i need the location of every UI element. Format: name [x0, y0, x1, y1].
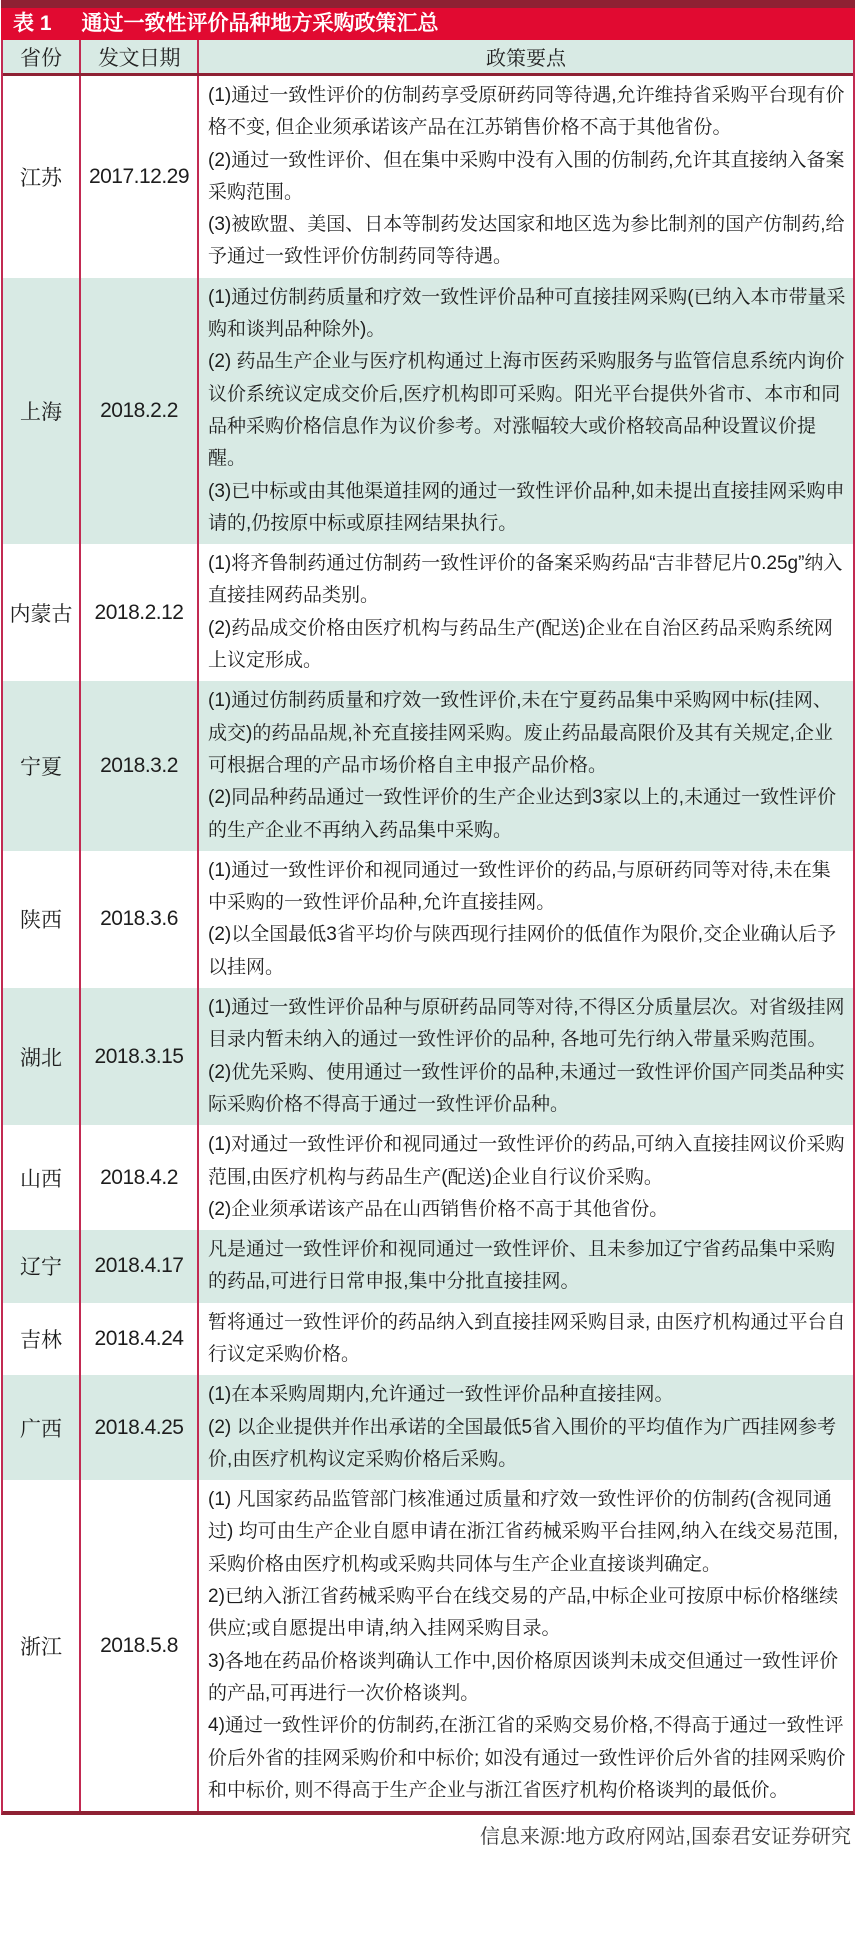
policy-points-cell: [199, 1375, 853, 1480]
policy-point: (2)企业须承诺该产品在山西销售价格不高于其他省份。: [208, 1198, 669, 1220]
date-cell: 2018.4.17: [79, 1230, 199, 1303]
policy-point: (1)通过一致性评价和视同通过一致性评价的药品,与原研药同等对待,未在集中采购的一致性评价品种,允许直接挂网。: [208, 859, 831, 914]
province-row: [3, 851, 853, 988]
province-row: [3, 544, 853, 681]
date-cell: 2018.3.6: [79, 851, 199, 988]
policy-points-cell: [199, 1480, 853, 1811]
top-accent-strip: [1, 0, 855, 8]
policy-points-cell: [199, 1230, 853, 1303]
policy-point: (2)以全国最低3省平均价与陕西现行挂网价的低值作为限价,交企业确认后予以挂网。: [208, 924, 837, 978]
policy-point: (2)通过一致性评价、但在集中采购中没有入围的仿制药,允许其直接纳入备案采购范围。: [208, 149, 845, 203]
province-row: [3, 1230, 853, 1303]
province-cell: 辽宁: [20, 1256, 62, 1280]
date-cell: 2018.4.25: [79, 1375, 199, 1480]
policy-point: (1)将齐鲁制药通过仿制药一致性评价的备案采购药品“吉非替尼片0.25g”纳入直接挂网药品类别。: [208, 553, 843, 607]
date-cell: 2018.2.2: [79, 278, 199, 544]
policy-point: 4)通过一致性评价的仿制药,在浙江省的采购交易价格,不得高于通过一致性评价后外省的挂网采购价和中标价; 如没有通过一致性评价后外省的挂网采购价和中标价, 则不得高于生产企业与浙江省医疗机构价格谈判的最低价。: [208, 1715, 846, 1801]
header-province: 省份: [20, 46, 62, 70]
province-row: [3, 76, 853, 278]
date-cell: 2018.4.24: [79, 1303, 199, 1376]
province-row: [3, 1480, 853, 1811]
policy-point: 凡是通过一致性评价和视同通过一致性评价、且未参加辽宁省药品集中采购的药品,可进行日常申报,集中分批直接挂网。: [208, 1239, 836, 1293]
policy-point: 2)已纳入浙江省药械采购平台在线交易的产品,中标企业可按原中标价格继续供应;或自愿提出申请,纳入挂网采购目录。: [208, 1586, 839, 1640]
date-cell: 2018.2.12: [79, 544, 199, 681]
policy-point: (1)在本采购周期内,允许通过一致性评价品种直接挂网。: [208, 1384, 674, 1406]
province-cell: 山西: [20, 1167, 62, 1191]
province-row: [3, 1303, 853, 1376]
province-cell: 内蒙古: [9, 602, 73, 626]
policy-point: 暂将通过一致性评价的药品纳入到直接挂网采购目录, 由医疗机构通过平台自行议定采购价格。: [208, 1311, 846, 1365]
policy-point: (2) 以企业提供并作出承诺的全国最低5省入围价的平均值作为广西挂网参考价,由医疗机构议定采购价格后采购。: [208, 1416, 837, 1470]
province-cell: 广西: [20, 1417, 62, 1441]
policy-point: (3)已中标或由其他渠道挂网的通过一致性评价品种,如未提出直接挂网采购申请的,仍按原中标或原挂网结果执行。: [208, 480, 845, 534]
policy-table: [1, 40, 855, 1815]
header-policy-points: 政策要点: [486, 48, 566, 70]
province-row: [3, 1125, 853, 1230]
policy-point: (2)优先采购、使用通过一致性评价的品种,未通过一致性评价国产同类品种实际采购价格不得高于通过一致性评价品种。: [208, 1061, 845, 1115]
policy-point: (1)通过一致性评价品种与原研药品同等对待,不得区分质量层次。对省级挂网目录内暂未纳入的通过一致性评价的品种, 各地可先行纳入带量采购范围。: [208, 997, 845, 1051]
date-cell: 2018.4.2: [79, 1125, 199, 1230]
policy-points-cell: [199, 851, 853, 988]
province-cell: 上海: [20, 400, 62, 424]
province-row: [3, 278, 853, 544]
policy-point: (1) 凡国家药品监管部门核准通过质量和疗效一致性评价的仿制药(含视同通过) 均可由生产企业自愿申请在浙江省药械采购平台挂网,纳入在线交易范围,采购价格由医疗机构或采购共同体与生产企业直接谈判确定。: [208, 1489, 839, 1575]
province-cell: 宁夏: [20, 756, 62, 780]
date-cell: 2018.3.15: [79, 988, 199, 1125]
table-title-bar: [1, 8, 855, 40]
policy-point: 3)各地在药品价格谈判确认工作中,因价格原因谈判未成交但通过一致性评价的产品,可再进行一次价格谈判。: [208, 1650, 839, 1704]
policy-point: (2) 药品生产企业与医疗机构通过上海市医药采购服务与监管信息系统内询价议价系统议定成交价后,医疗机构即可采购。阳光平台提供外省市、本市和同品种采购价格信息作为议价参考。对涨幅较大或价格较高品种设置议价提醒。: [208, 351, 845, 470]
policy-point: (3)被欧盟、美国、日本等制药发达国家和地区选为参比制剂的国产仿制药,给予通过一致性评价仿制药同等待遇。: [208, 214, 845, 268]
province-cell: 浙江: [20, 1635, 62, 1659]
policy-points-cell: [199, 544, 853, 681]
policy-points-cell: [199, 988, 853, 1125]
table-number: 表 1: [13, 12, 52, 35]
policy-points-cell: [199, 1303, 853, 1376]
policy-point: (1)通过仿制药质量和疗效一致性评价品种可直接挂网采购(已纳入本市带量采购和谈判品种除外)。: [208, 286, 846, 341]
province-cell: 江苏: [20, 166, 62, 190]
policy-points-cell: [199, 278, 853, 544]
table-body: [3, 76, 853, 1811]
policy-points-cell: [199, 1125, 853, 1230]
province-cell: 陕西: [20, 909, 62, 933]
province-row: [3, 988, 853, 1125]
policy-point: (2)药品成交价格由医疗机构与药品生产(配送)企业在自治区药品采购系统网上议定形成。: [208, 617, 833, 672]
province-cell: 湖北: [20, 1046, 62, 1070]
header-date: 发文日期: [79, 40, 199, 73]
province-row: [3, 1375, 853, 1480]
table-header-row: [3, 40, 853, 76]
source-note: 信息来源:地方政府网站,国泰君安证券研究: [479, 1826, 851, 1849]
province-cell: 吉林: [20, 1328, 62, 1352]
policy-points-cell: [199, 681, 853, 850]
policy-points-cell: [199, 76, 853, 278]
policy-point: (1)通过仿制药质量和疗效一致性评价,未在宁夏药品集中采购网中标(挂网、成交)的药品品规,补充直接挂网采购。废止药品最高限价及其有关规定,企业可根据合理的产品市场价格自主申报产品价格。: [208, 690, 833, 776]
policy-point: (1)对通过一致性评价和视同通过一致性评价的药品,可纳入直接挂网议价采购范围,由医疗机构与药品生产(配送)企业自行议价采购。: [208, 1134, 845, 1188]
date-cell: 2018.3.2: [79, 681, 199, 850]
policy-point: (2)同品种药品通过一致性评价的生产企业达到3家以上的,未通过一致性评价的生产企业不再纳入药品集中采购。: [208, 787, 837, 841]
province-row: [3, 681, 853, 850]
table-title: 通过一致性评价品种地方采购政策汇总: [81, 12, 439, 35]
date-cell: 2018.5.8: [79, 1480, 199, 1811]
policy-point: (1)通过一致性评价的仿制药享受原研药同等待遇,允许维持省采购平台现有价格不变, 但企业须承诺该产品在江苏销售价格不高于其他省份。: [208, 85, 845, 139]
date-cell: 2017.12.29: [79, 76, 199, 278]
